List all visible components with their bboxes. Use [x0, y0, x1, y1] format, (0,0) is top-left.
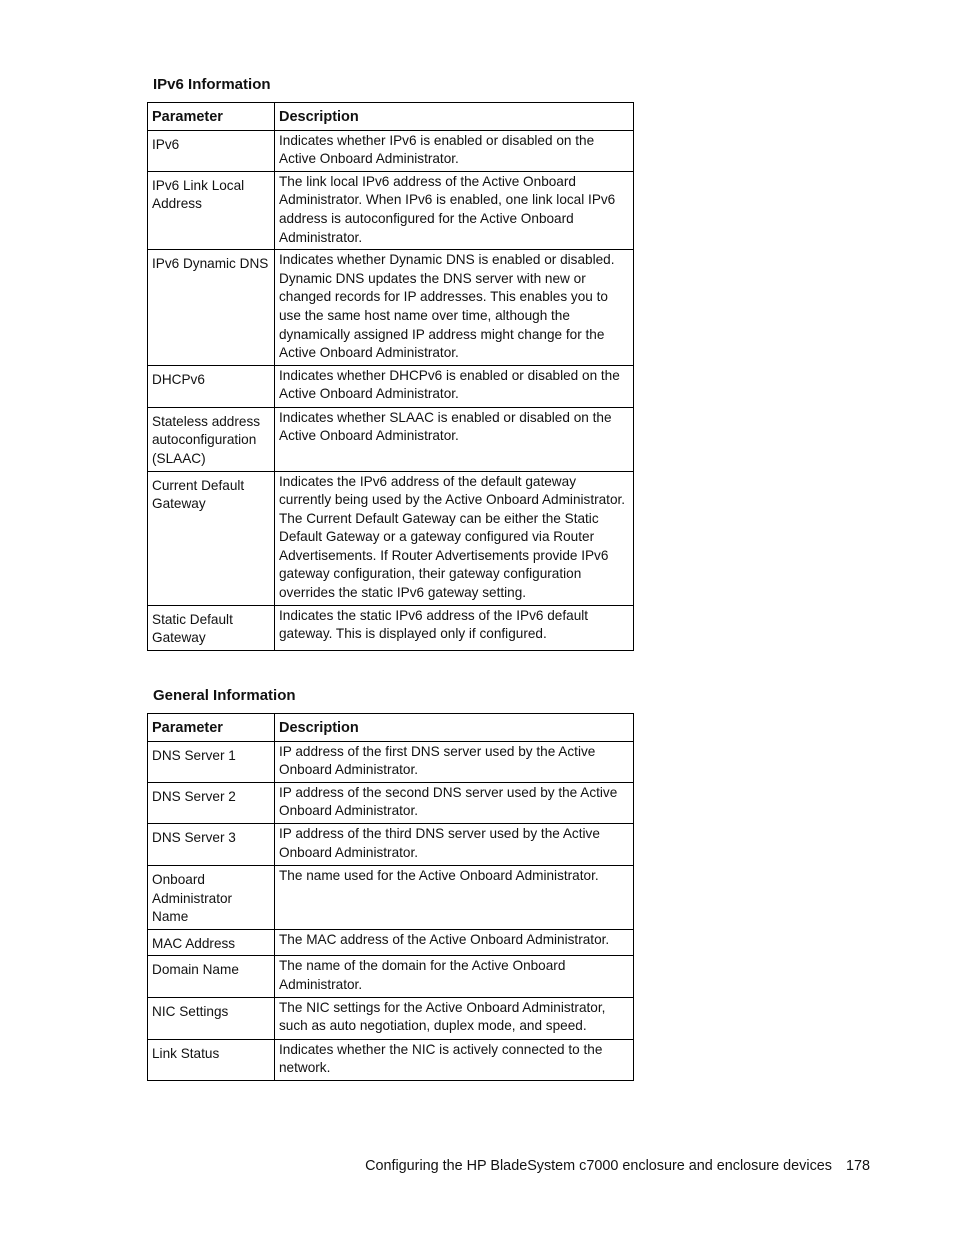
table-row — [148, 471, 634, 605]
parameter-cell: IPv6 — [148, 130, 275, 171]
parameter-cell: DHCPv6 — [148, 365, 275, 407]
parameter-cell: Current Default Gateway — [148, 471, 275, 605]
description-cell: Indicates whether the NIC is actively connected to the network. — [275, 1039, 634, 1080]
table-row — [148, 823, 634, 865]
table-row — [148, 782, 634, 823]
column-header-parameter: Parameter — [148, 103, 275, 131]
description-cell: The NIC settings for the Active Onboard Administrator, such as auto negotiation, duplex mode, and speed. — [275, 997, 634, 1039]
table-row — [148, 865, 634, 929]
table-row — [148, 250, 634, 366]
parameter-cell: DNS Server 2 — [148, 782, 275, 823]
parameter-cell: Static Default Gateway — [148, 605, 275, 650]
table-row — [148, 130, 634, 171]
parameter-cell: DNS Server 3 — [148, 823, 275, 865]
table-header-row — [148, 714, 634, 742]
table-row — [148, 365, 634, 407]
table-row — [148, 1039, 634, 1080]
table-row — [148, 997, 634, 1039]
description-cell: IP address of the second DNS server used by the Active Onboard Administrator. — [275, 782, 634, 823]
table-row — [148, 171, 634, 249]
section-title-ipv6-information: IPv6 Information — [153, 76, 271, 93]
column-header-parameter: Parameter — [148, 714, 275, 742]
parameter-cell: NIC Settings — [148, 997, 275, 1039]
parameter-cell: DNS Server 1 — [148, 741, 275, 782]
parameter-cell: Domain Name — [148, 956, 275, 997]
parameter-cell: Link Status — [148, 1039, 275, 1080]
description-cell: IP address of the first DNS server used by the Active Onboard Administrator. — [275, 741, 634, 782]
section-title-general-information: General Information — [153, 687, 296, 704]
footer-running-title: Configuring the HP BladeSystem c7000 enclosure and enclosure devices — [365, 1158, 832, 1174]
table-row — [148, 407, 634, 471]
description-cell: Indicates whether Dynamic DNS is enabled or disabled. Dynamic DNS updates the DNS server with new or changed records for IP addresses. This enables you to use the same host name over time, although the dynamically assigned IP address might change for the Active Onboard Administrator. — [275, 250, 634, 366]
table-row — [148, 929, 634, 956]
parameter-cell: Onboard Administrator Name — [148, 865, 275, 929]
table-header-row — [148, 103, 634, 131]
description-cell: IP address of the third DNS server used by the Active Onboard Administrator. — [275, 823, 634, 865]
parameter-cell: MAC Address — [148, 929, 275, 956]
description-cell: Indicates the static IPv6 address of the IPv6 default gateway. This is displayed only if configured. — [275, 605, 634, 650]
table-row — [148, 956, 634, 997]
column-header-description: Description — [275, 103, 634, 131]
description-cell: The MAC address of the Active Onboard Administrator. — [275, 929, 634, 956]
column-header-description: Description — [275, 714, 634, 742]
description-cell: The link local IPv6 address of the Active Onboard Administrator. When IPv6 is enabled, one link local IPv6 address is autoconfigured for the Active Onboard Administrator. — [275, 171, 634, 249]
description-cell: The name used for the Active Onboard Administrator. — [275, 865, 634, 929]
description-cell: Indicates the IPv6 address of the default gateway currently being used by the Active Onboard Administrator. The Current Default Gateway can be either the Static Default Gateway or a gateway configured via Router Advertisements. If Router Advertisements provide IPv6 gateway configuration, their gateway configuration overrides the static IPv6 gateway setting. — [275, 471, 634, 605]
page-footer — [365, 1158, 870, 1174]
page-number: 178 — [845, 1158, 870, 1174]
ipv6-information-table — [147, 102, 634, 651]
parameter-cell: Stateless address autoconfiguration (SLAAC) — [148, 407, 275, 471]
description-cell: The name of the domain for the Active Onboard Administrator. — [275, 956, 634, 997]
parameter-cell: IPv6 Link Local Address — [148, 171, 275, 249]
description-cell: Indicates whether SLAAC is enabled or disabled on the Active Onboard Administrator. — [275, 407, 634, 471]
parameter-cell: IPv6 Dynamic DNS — [148, 250, 275, 366]
general-information-table — [147, 713, 634, 1081]
table-row — [148, 605, 634, 650]
description-cell: Indicates whether IPv6 is enabled or disabled on the Active Onboard Administrator. — [275, 130, 634, 171]
description-cell: Indicates whether DHCPv6 is enabled or disabled on the Active Onboard Administrator. — [275, 365, 634, 407]
table-row — [148, 741, 634, 782]
